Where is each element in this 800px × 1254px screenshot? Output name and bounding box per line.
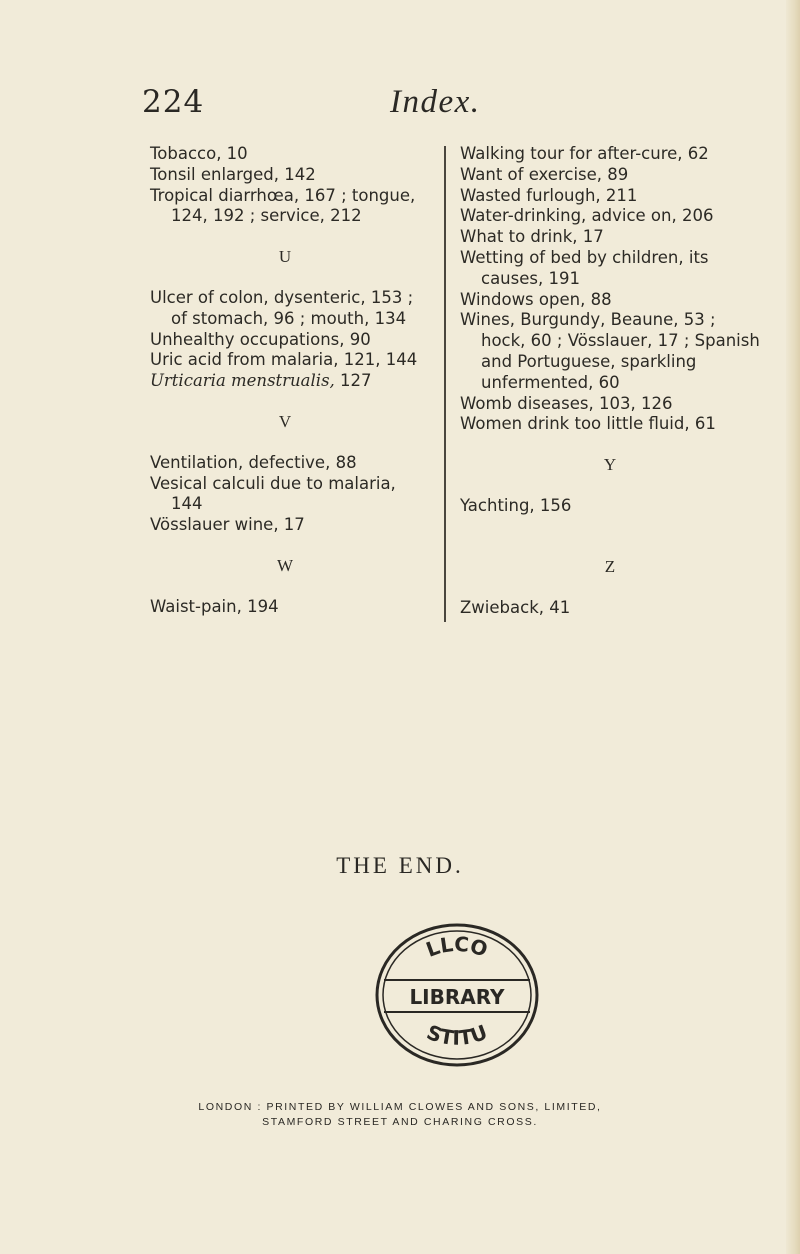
stamp-middle-text: LIBRARY (409, 985, 505, 1009)
section-letter-v: V (278, 411, 292, 431)
index-entry: Water-drinking, advice on, 206 (460, 206, 714, 226)
section-letter-z: Z (604, 556, 616, 576)
index-right-column (460, 144, 760, 618)
index-entry: Women drink too little fluid, 61 (460, 414, 716, 434)
running-title: Index. (390, 84, 481, 120)
section-letter-w: W (276, 555, 294, 575)
index-entry: Unhealthy occupations, 90 (150, 329, 371, 349)
index-entry: Wasted furlough, 211 (460, 185, 638, 205)
imprint-line-1: LONDON : PRINTED BY WILLIAM CLOWES AND SONS, LIMITED, (198, 1101, 602, 1113)
page-header (0, 84, 800, 134)
index-entry: Tonsil enlarged, 142 (150, 164, 316, 184)
index-entry: Tobacco, 10 (150, 144, 248, 163)
index-entry-urticaria (150, 371, 432, 392)
index-left-column (150, 144, 432, 618)
index-entry: Vösslauer wine, 17 (150, 515, 305, 535)
index-entry: Yachting, 156 (460, 495, 572, 515)
index-entry: Ventilation, defective, 88 (150, 452, 357, 472)
section-letter-u: U (278, 247, 292, 267)
the-end-heading: THE END. (336, 853, 464, 878)
index-entry: Walking tour for after-cure, 62 (460, 144, 709, 163)
imprint-line-2: STAMFORD STREET AND CHARING CROSS. (262, 1116, 538, 1128)
entry-page: 127 (334, 371, 372, 391)
column-divider (444, 146, 446, 622)
printer-imprint (0, 1100, 800, 1130)
entry-italic-term: Urticaria menstrualis, (150, 371, 335, 391)
index-entry: Tropical diarrhœa, 167 ; tongue, 124, 192 ; service, 212 (150, 185, 416, 226)
index-entry: Want of exercise, 89 (460, 164, 629, 184)
index-entry: Womb diseases, 103, 126 (460, 393, 673, 413)
index-entry: Windows open, 88 (460, 289, 612, 309)
index-entry: Wines, Burgundy, Beaune, 53 ; hock, 60 ; Vösslauer, 17 ; Spanish and Portuguese, sparkling unfermented, 60 (460, 310, 760, 392)
index-entry: Vesical calculi due to malaria, 144 (150, 473, 396, 514)
stamp-top-text: LLCO (422, 931, 491, 962)
page-number: 224 (142, 84, 205, 120)
library-stamp (372, 920, 542, 1070)
index-entry: What to drink, 17 (460, 227, 604, 247)
page-edge (786, 0, 800, 1254)
stamp-bottom-text: STITU (423, 1019, 491, 1050)
section-letter-y: Y (603, 455, 617, 475)
index-entry: Ulcer of colon, dysenteric, 153 ; of stomach, 96 ; mouth, 134 (150, 287, 414, 328)
index-entry: Waist-pain, 194 (150, 596, 279, 616)
index-entry: Uric acid from malaria, 121, 144 (150, 350, 418, 370)
index-entry: Zwieback, 41 (460, 597, 571, 617)
index-entry: Wetting of bed by children, its causes, 191 (460, 247, 709, 288)
